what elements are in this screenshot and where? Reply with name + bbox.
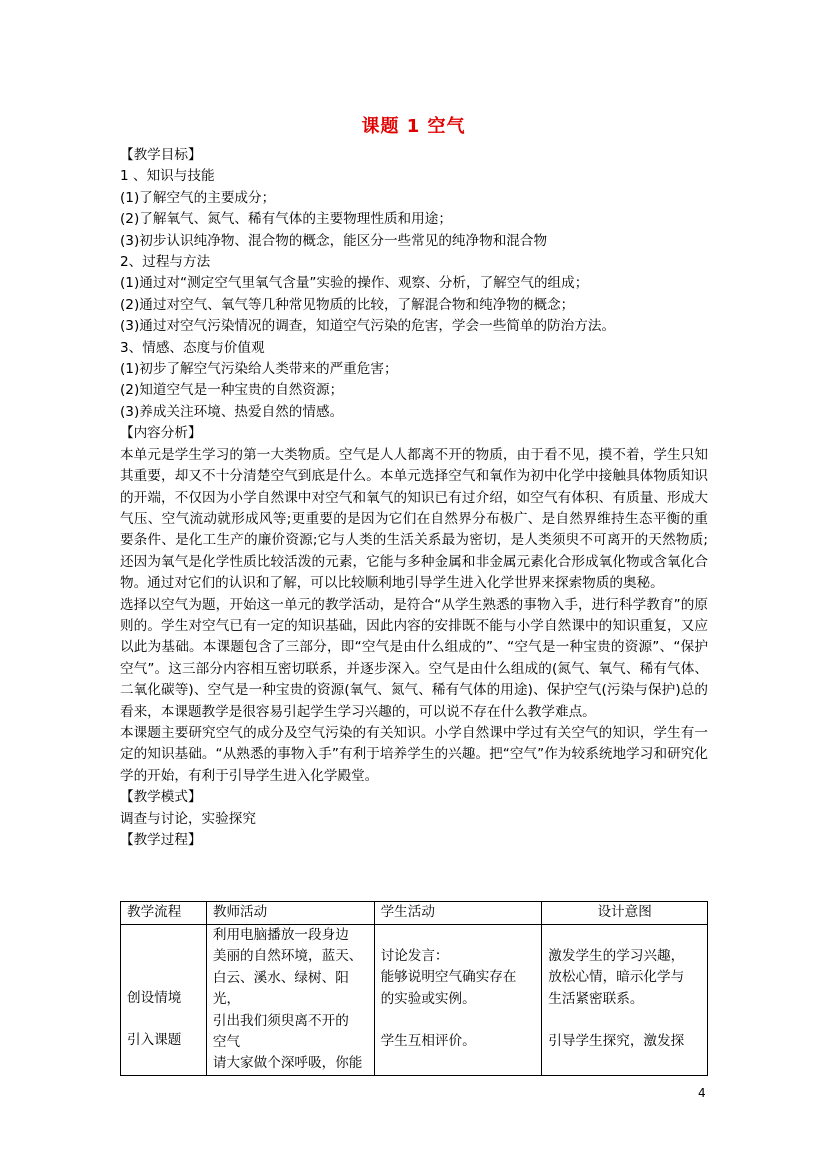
- section-heading-objectives: 【教学目标】: [120, 147, 202, 163]
- subsection-heading-process: 2、过程与方法: [120, 254, 211, 271]
- table-cell-text: 请大家做个深呼吸，你能: [212, 1055, 363, 1072]
- document-body: [120, 145, 708, 851]
- table-cell-text: 空气: [212, 1034, 241, 1051]
- teaching-process-table: [120, 901, 708, 1076]
- list-item: (1)通过对“测定空气里氧气含量”实验的操作、观察、分析，了解空气的组成；: [120, 275, 589, 292]
- list-item: (3)养成关注环境、热爱自然的情感。: [120, 403, 344, 420]
- table-cell-text: 激发学生的学习兴趣，: [548, 948, 685, 964]
- table-cell-text: 创设情境: [127, 990, 182, 1006]
- table-header-cell: 设计意图: [542, 902, 708, 925]
- page-number: 4: [698, 1086, 706, 1100]
- table-row: [121, 925, 708, 1076]
- table-cell-text: 的实验或实例。: [380, 990, 476, 1007]
- section-heading-process: 【教学过程】: [120, 832, 202, 848]
- table-cell-text: 学生互相评价。: [380, 1033, 476, 1050]
- table-cell-text: 白云、溪水、绿树、阳光，: [212, 969, 349, 1008]
- list-item: (2)了解氧气、氮气、稀有气体的主要物理性质和用途；: [120, 211, 452, 228]
- table-cell-text: 生活紧密联系。: [548, 990, 644, 1007]
- section-heading-mode: 【教学模式】: [120, 789, 202, 806]
- student-activity-cell: [374, 925, 542, 1076]
- table-header-row: [121, 902, 708, 925]
- analysis-paragraph-2: 选择以空气为题，开始这一单元的教学活动，是符合“从学生熟悉的事物入手，进行科学教育”的原则的。学生对空气已有一定的知识基础，因此内容的安排既不能与小学自然课中的知识重复，又应以此为基础。本课题包含了三部分，即“空气是由什么组成的”、“空气是一种宝贵的资源”、“保护空气”。这三部分内容相互密切联系，并逐步深入。空气是由什么组成的(氮气、氧气、稀有气体、二氧化碳等)、空气是一种宝贵的资源(氧气、氮气、稀有气体的用途)、保护空气(污染与保护)总的看来，本课题教学是很容易引起学生学习兴趣的，可以说不存在什么教学难点。: [120, 596, 708, 720]
- teacher-activity-cell: [206, 925, 374, 1076]
- list-item: (2)知道空气是一种宝贵的自然资源；: [120, 382, 344, 399]
- design-intent-cell: [542, 925, 708, 1076]
- table-cell-text: 放松心情，暗示化学与: [548, 969, 685, 986]
- table-header-cell: 学生活动: [374, 902, 542, 925]
- list-item: (1)初步了解空气污染给人类带来的严重危害；: [120, 361, 398, 378]
- list-item: (3)通过对空气污染情况的调查，知道空气污染的危害，学会一些简单的防治方法。: [120, 318, 616, 335]
- section-heading-analysis: 【内容分析】: [120, 425, 202, 442]
- table-header-cell: 教师活动: [206, 902, 374, 925]
- subsection-heading-attitude: 3、情感、态度与价值观: [120, 339, 265, 356]
- table-cell-text: 引导学生探究，激发探: [548, 1033, 685, 1050]
- table-cell-text: 美丽的自然环境，蓝天、: [212, 948, 363, 965]
- table-cell-text: 讨论发言：: [380, 948, 449, 964]
- mode-text: 调查与讨论，实验探究: [120, 810, 256, 827]
- subsection-heading-knowledge: 1 、知识与技能: [120, 168, 215, 185]
- flow-cell: [121, 925, 207, 1076]
- table-cell-text: 利用电脑播放一段身边: [212, 927, 349, 943]
- list-item: (3)初步认识纯净物、混合物的概念，能区分一些常见的纯净物和混合物: [120, 232, 548, 249]
- list-item: (1)了解空气的主要成分；: [120, 189, 276, 206]
- table-cell-text: 引出我们须臾离不开的: [212, 1012, 349, 1029]
- analysis-paragraph-3: 本课题主要研究空气的成分及空气污染的有关知识。小学自然课中学过有关空气的知识，学生有一定的知识基础。“从熟悉的事物入手”有利于培养学生的兴趣。把“空气”作为较系统地学习和研究化学的开始，有利于引导学生进入化学殿堂。: [120, 724, 708, 784]
- table-header-cell: 教学流程: [121, 902, 207, 925]
- analysis-paragraph-1: 本单元是学生学习的第一大类物质。空气是人人都离不开的物质，由于看不见，摸不着，学生只知其重要，却又不十分清楚空气到底是什么。本单元选择空气和氧作为初中化学中接触具体物质知识的开端，不仅因为小学自然课中对空气和氧气的知识已有过介绍，如空气有体积、有质量、形成大气压、空气流动就形成风等;更重要的是因为它们在自然界分布极广、是自然界维持生态平衡的重要条件、是化工生产的廉价资源;它与人类的生活关系最为密切，是人类须臾不可离开的天然物质;还因为氧气是化学性质比较活泼的元素，它能与多种金属和非金属元素化合形成氧化物或含氧化合物。通过对它们的认识和了解，可以比较顺利地引导学生进入化学世界来探索物质的奥秘。: [120, 446, 708, 592]
- table-cell-text: 引入课题: [127, 1032, 182, 1049]
- page-title: 课题 1 空气: [361, 116, 466, 137]
- table-cell-text: 能够说明空气确实存在: [380, 969, 517, 986]
- list-item: (2)通过对空气、氧气等几种常见物质的比较，了解混合物和纯净物的概念；: [120, 296, 575, 313]
